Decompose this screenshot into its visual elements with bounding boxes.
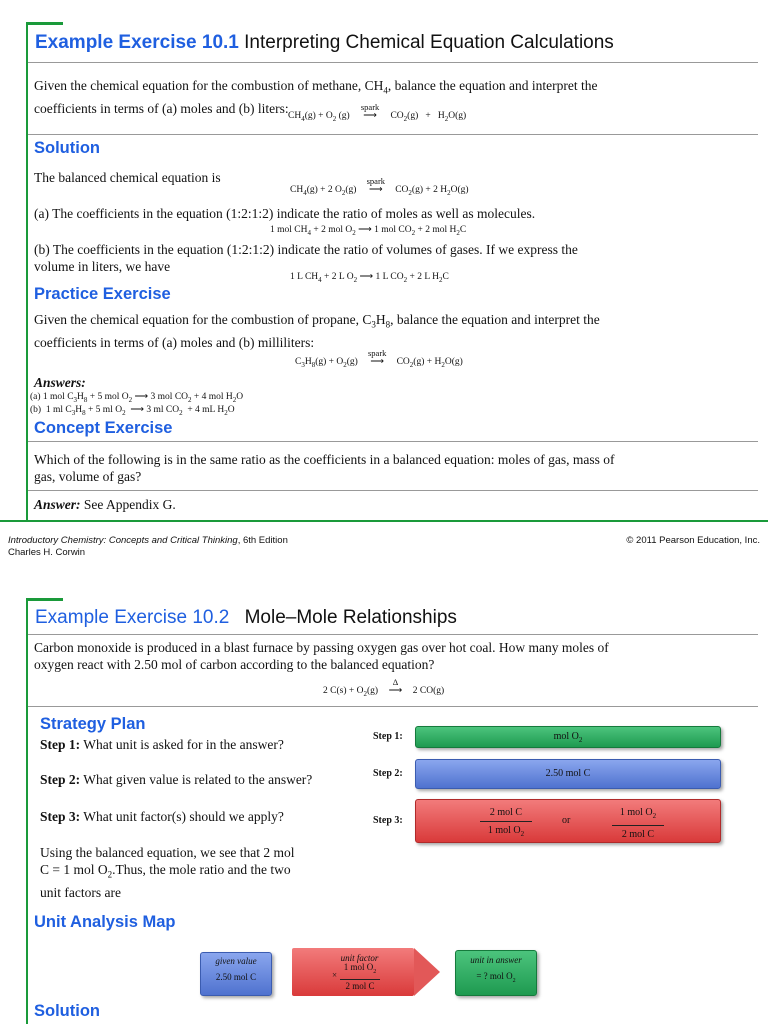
unit-map-heading: Unit Analysis Map (34, 913, 176, 931)
practice-sub2: 8 (385, 319, 391, 330)
box-step3 (415, 799, 721, 843)
practice-sub1: 3 (371, 319, 376, 330)
slide2-intro-line2: oxygen react with 2.50 mol of carbon according to the balanced equation? (34, 657, 435, 672)
strategy-step1 (40, 736, 284, 753)
solution-heading: Solution (34, 139, 100, 157)
map-factor-fraction: 1 mol $O_2$ 2 mol C (340, 962, 380, 992)
carbon-equation: 2 $C(s) + O_2(g)$ Δ ⟶ 2 CO(g) (323, 677, 445, 698)
using-line1: Using the balanced equation, we see that 2 mol (40, 845, 295, 860)
slide1-intro-rule (28, 134, 758, 135)
box-step1-text: mol O (553, 731, 579, 742)
box-step2-text: 2.50 mol C (545, 768, 591, 779)
step3-label: Step 3: (40, 809, 81, 824)
slide1-title (35, 32, 614, 54)
spark-label: spark (368, 348, 387, 358)
frac2-den: 2 mol C (621, 829, 655, 840)
frac2-num: 1 mol O (619, 807, 653, 818)
slide2-title-prefix: Example Exercise 10.2 (35, 607, 230, 628)
liter-equation: 1 L $CH_4 + 2$ L $O_2$ ⟶ 1 L $CO_2 + 2$ L $H_2C$ (290, 272, 449, 284)
practice-heading: Practice Exercise (34, 285, 171, 303)
answer-label: Answer: (34, 497, 81, 512)
slide2-title-rule (28, 634, 758, 635)
intro-text: Given the chemical equation for the combustion of methane, CH (34, 78, 384, 93)
mole-equation: 1 mol $CH_4 + 2$ mol $O_2$ ⟶ 1 mol $CO_2 + 2$ mol $H_2C$ (270, 225, 467, 237)
part-b-line2: volume in liters, we have (34, 259, 171, 274)
part-b-text (34, 241, 754, 275)
map-factor-arrow (292, 948, 440, 996)
balanced-text: The balanced chemical equation is (34, 170, 221, 185)
frac1-den: 1 mol O (487, 825, 521, 836)
footer-left (8, 535, 288, 559)
map-answer-label: unit in answer (470, 955, 522, 965)
slide2-title (35, 607, 457, 629)
using-text: Using the balanced equation, we see that 2 mol C = 1 mol $O_2.Thus$, the mole ratio and the two unit factors are (40, 845, 295, 900)
intro-sub: 4 (383, 85, 388, 96)
map-given-box (200, 952, 272, 996)
box-step3-fraction1: 2 mol C 1 mol $O_2$ (480, 806, 532, 841)
propane-equation: $C_3H_8(g) + O_2(g)$ spark ⟶ $CO_2(g) + H_2O(g)$ (295, 348, 463, 369)
practice-text-c: , balance the equation and interpret the (390, 312, 600, 327)
concept-rule (28, 441, 758, 442)
footer-book-title: Introductory Chemistry: Concepts and Critical Thinking (8, 535, 238, 546)
box-step3-fraction2: 1 mol $O_2$ 2 mol C (612, 806, 664, 841)
step2-text: What given value is related to the answer? (83, 772, 313, 787)
spark-label: spark (366, 176, 386, 186)
practice-text (34, 311, 754, 351)
map-factor-num: 1 mol O (343, 962, 374, 972)
slide1-side-bar (26, 22, 28, 520)
map-times: × (332, 970, 338, 980)
concept-line1: Which of the following is in the same ratio as the coefficients in a balanced equation: moles of gas, mass of (34, 452, 615, 467)
map-answer-box: unit in answer = ? mol $O_2$ (455, 950, 537, 996)
map-given-value: 2.50 mol C (215, 972, 257, 982)
slide2-top-bar (26, 598, 63, 601)
footer-author: Charles H. Corwin (8, 547, 86, 558)
answer-text: See Appendix G. (83, 497, 176, 512)
step2-label: Step 2: (40, 772, 81, 787)
step1-text: What unit is asked for in the answer? (83, 737, 284, 752)
map-factor-label: unit factor (340, 953, 379, 963)
concept-line2: gas, volume of gas? (34, 469, 142, 484)
concept-text (34, 451, 754, 485)
strategy-step2 (40, 771, 312, 788)
slide1-title-text: Interpreting Chemical Equation Calculations (244, 32, 614, 53)
footer-copyright: © 2011 Pearson Education, Inc. (626, 535, 760, 546)
box-step3-label: Step 3: (373, 815, 403, 826)
using-line2b: .Thus, the mole ratio and the two (112, 862, 291, 877)
strategy-step3 (40, 808, 284, 825)
map-given-label: given value (215, 956, 257, 966)
box-step2-label: Step 2: (373, 768, 403, 779)
part-a-text: (a) The coefficients in the equation (1:2:1:2) indicate the ratio of moles as well as molecules. (34, 206, 536, 221)
part-b-line1: (b) The coefficients in the equation (1:2:1:2) indicate the ratio of volumes of gases. If we express the (34, 242, 578, 257)
box-step2 (415, 759, 721, 789)
delta-label: Δ (392, 677, 399, 687)
using-line2a: C = 1 mol O (40, 862, 108, 877)
concept-answer (34, 496, 176, 513)
map-answer-value: = ? mol O (476, 971, 513, 981)
slide2-solution-heading: Solution (34, 1002, 100, 1020)
step1-label: Step 1: (40, 737, 81, 752)
box-step3-or: or (562, 815, 571, 826)
map-factor-den: 2 mol C (345, 980, 375, 991)
box-step1: mol $O_2$ (415, 726, 721, 748)
slide2-intro-line1: Carbon monoxide is produced in a blast furnace by passing oxygen gas over hot coal. How many moles of (34, 640, 609, 655)
slide1-title-prefix: Example Exercise 10.1 (35, 32, 239, 53)
answer-b: (b) 1 ml $C_3H_8 + 5$ ml $O_2$ ⟶ 3 ml $CO_2 + 4$ mL $H_2O$ (30, 405, 235, 417)
step3-text: What unit factor(s) should we apply? (83, 809, 284, 824)
methane-equation: $CH_4(g) + O_2$ (g) spark ⟶ $CO_2(g) + H_2O(g)$ (288, 102, 467, 123)
slide2-intro (34, 639, 754, 673)
balanced-equation: $CH_4(g) + 2$ $O_2(g)$ spark ⟶ $CO_2(g) + 2$ $H_2O(g)$ (290, 176, 469, 197)
using-line3: unit factors are (40, 884, 121, 900)
practice-text-b: H (375, 312, 386, 327)
answer-a: (a) 1 mol $C_3H_8 + 5$ mol $O_2$ ⟶ 3 mol $CO_2 + 4$ mol $H_2O$ (30, 392, 244, 404)
strategy-heading: Strategy Plan (40, 715, 146, 733)
practice-text-2: coefficients in terms of (a) moles and (b) milliliters: (34, 334, 315, 350)
slide1-top-bar (26, 22, 63, 25)
answer-rule (28, 490, 758, 491)
footer-edition: , 6th Edition (237, 535, 288, 546)
intro-text-b: , balance the equation and interpret the (387, 78, 598, 93)
slide2-title-text: Mole–Mole Relationships (244, 607, 457, 628)
frac1-num: 2 mol C (489, 807, 523, 818)
intro-text-2: coefficients in terms of (a) moles and (b) liters: (34, 100, 289, 116)
concept-heading: Concept Exercise (34, 419, 173, 437)
spark-label: spark (360, 102, 380, 112)
slide2-side-bar (26, 598, 28, 1024)
slide2-intro-rule (28, 706, 758, 707)
slide1-title-rule (28, 62, 758, 63)
answers-label: Answers: (34, 375, 86, 390)
practice-text-a: Given the chemical equation for the combustion of propane, C (34, 312, 372, 327)
box-step1-label: Step 1: (373, 731, 403, 742)
slide-divider (0, 520, 768, 522)
